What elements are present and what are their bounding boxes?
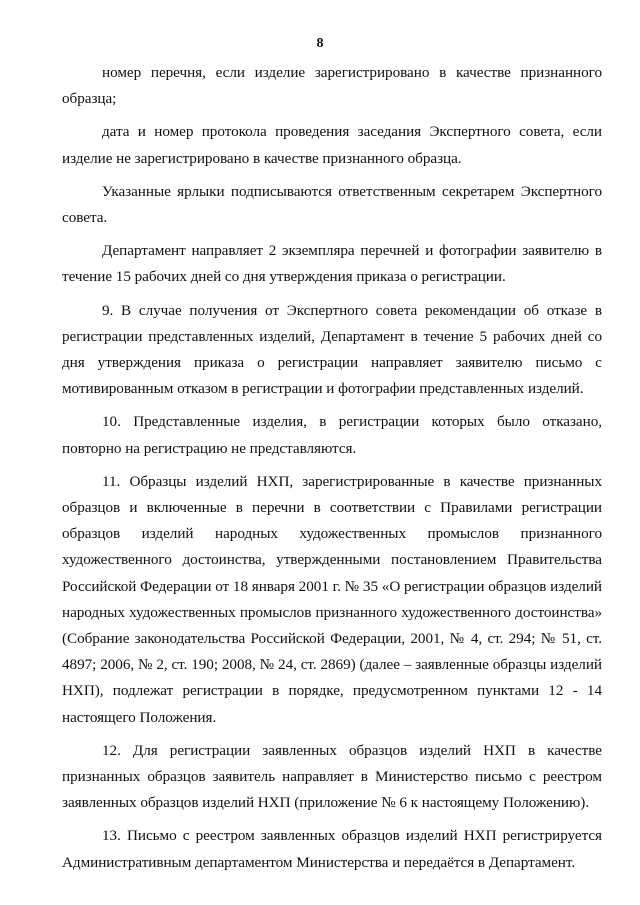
paragraph-labels-signed: Указанные ярлыки подписываются ответственным секретарем Экспертного совета. <box>62 182 602 227</box>
paragraph-item-12: 12. Для регистрации заявленных образцов изделий НХП в качестве признанных образцов заявитель направляет в Министерство письмо с реестром заявленных образцов изделий НХП (приложение № 6 к настоящему Положению). <box>62 741 602 812</box>
paragraph-registry-number: номер перечня, если изделие зарегистрировано в качестве признанного образца; <box>62 64 602 108</box>
document-body <box>62 60 602 883</box>
paragraph-item-10: 10. Представленные изделия, в регистрации которых было отказано, повторно на регистрацию не представляются. <box>62 413 602 457</box>
paragraph-item-13: 13. Письмо с реестром заявленных образцов изделий НХП регистрируется Административным департаментом Министерства и передаётся в Департамент. <box>62 827 602 871</box>
paragraph-item-11: 11. Образцы изделий НХП, зарегистрированные в качестве признанных образцов и включенные в перечни в соответствии с Правилами регистрации образцов изделий народных художественных промыслов признанного художественного достоинства, утвержденными постановлением Правительства Российской Федерации от 18 января 2001 г. № 35 «О регистрации образцов изделий народных художественных промыслов признанного художественного достоинства» (Собрание законодательства Российской Федерации, 2001, № 4, ст. 294; № 51, ст. 4897; 2006, № 2, ст. 190; 2008, № 24, ст. 2869) (далее – заявленные образцы изделий НХП), подлежат регистрации в порядке, предусмотренном пунктами 12 - 14 настоящего Положения. <box>62 472 602 726</box>
paragraph-protocol-date: дата и номер протокола проведения заседания Экспертного совета, если изделие не зарегистрировано в качестве признанного образца. <box>62 123 602 167</box>
page-number: 8 <box>316 36 324 51</box>
paragraph-item-9: 9. В случае получения от Экспертного совета рекомендации об отказе в регистрации представленных изделий, Департамент в течение 5 рабочих дней со дня утверждения приказа о регистрации направляет заявителю письмо с мотивированным отказом в регистрации и фотографии представленных изделий. <box>62 301 602 398</box>
paragraph-department-sends: Департамент направляет 2 экземпляра перечней и фотографии заявителю в течение 15 рабочих дней со дня утверждения приказа о регистрации. <box>62 242 602 286</box>
